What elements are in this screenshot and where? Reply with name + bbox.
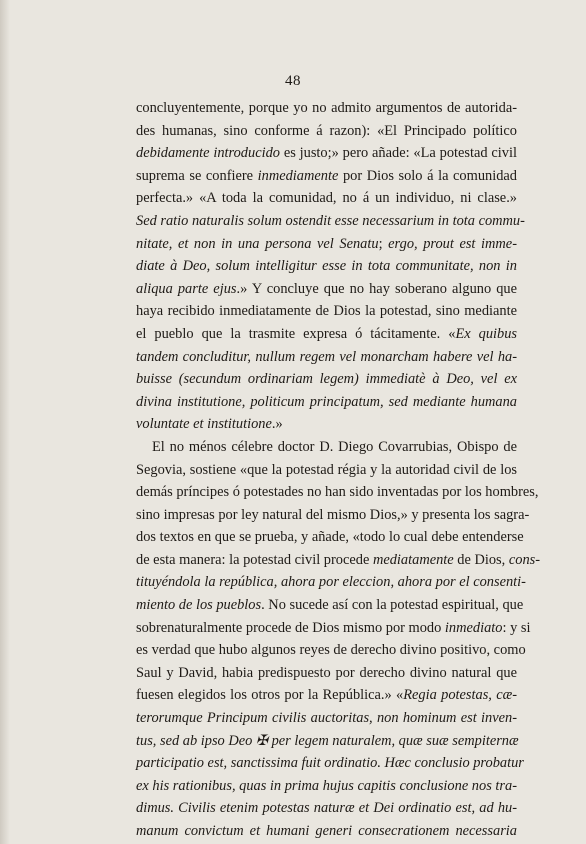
text-line	[136, 368, 517, 391]
text-line	[136, 346, 517, 369]
italic-text-segment: tus, sed ab ipso Deo ✠ per legem naturalem, quæ suæ sempiternæ	[136, 732, 519, 749]
text-line	[136, 730, 517, 753]
italic-text-segment: aliqua parte ejus	[136, 280, 237, 297]
italic-text-segment: miento de los pueblos	[136, 597, 262, 614]
text-line	[136, 97, 517, 120]
italic-text-segment: ergo, prout est imme-	[388, 235, 517, 252]
italic-text-segment: Ex quibus	[455, 325, 518, 342]
text-segment: dos textos en que se prueba, y añade, «todo lo cual debe entenderse	[136, 529, 524, 546]
italic-text-segment: debidamente introducido	[136, 145, 280, 162]
text-line	[136, 413, 517, 436]
text-line	[136, 504, 530, 527]
text-segment: haya recibido inmediatamente de Dios la potestad, sino mediante	[136, 303, 517, 320]
body-text	[136, 97, 541, 843]
text-segment: es verdad que hubo algunos reyes de derecho divino positivo, como	[136, 642, 526, 659]
italic-text-segment: voluntate et institutione	[136, 416, 272, 433]
italic-text-segment: manum convictum et humani generi consecrationem necessaria	[136, 823, 517, 839]
text-segment: . No sucede así con la potestad espiritual, que	[261, 597, 524, 614]
text-line	[136, 662, 517, 685]
italic-text-segment: Sed ratio naturalis solum ostendit esse necessarium in tota commu-	[136, 212, 525, 229]
italic-text-segment: mediatamente	[372, 551, 454, 568]
text-line	[136, 775, 517, 798]
text-segment: .» Y concluye que no hay soberano alguno que	[236, 280, 518, 297]
italic-text-segment: participatio est, sanctissima fuit ordinatio. Hæc conclusio probatur	[136, 755, 524, 772]
text-line	[136, 594, 524, 617]
text-segment: concluyentemente, porque yo no admito argumentos de autorida-	[136, 100, 517, 116]
text-segment: de esta manera: la potestad civil procede	[136, 551, 373, 568]
text-segment: .»	[271, 416, 283, 433]
text-segment: des humanas, sino conforme á razon): «El Principado político	[136, 122, 517, 139]
italic-text-segment: dimus. Civilis etenim potestas naturæ et Dei ordinatio est, ad hu-	[136, 800, 517, 817]
text-segment: de Dios,	[453, 551, 509, 568]
text-segment: sobrenaturalmente procede de Dios mismo por modo	[136, 619, 445, 636]
text-line	[136, 617, 531, 640]
text-segment: suprema se confiere	[136, 167, 258, 184]
italic-text-segment: Regia potestas, cæ-	[403, 687, 517, 704]
text-line	[136, 684, 517, 707]
text-line	[136, 797, 517, 820]
text-line	[136, 278, 517, 301]
text-line	[136, 481, 539, 504]
text-line	[136, 549, 541, 572]
text-line	[136, 639, 526, 662]
text-line	[136, 707, 517, 730]
italic-text-segment: ex his rationibus, quas in prima hujus capitis conclusione nos tra-	[136, 777, 517, 794]
text-segment: demás príncipes ó potestades no han sido inventadas por los hombres,	[136, 484, 539, 501]
text-line	[136, 571, 526, 594]
text-segment: el pueblo que la trasmite expresa ó tácitamente. «	[136, 325, 456, 342]
text-line	[136, 120, 517, 143]
italic-text-segment: terorumque Principum civilis auctoritas, non hominum est inven-	[136, 710, 517, 727]
text-segment: es justo;» pero añade: «La potestad civil	[279, 145, 517, 162]
italic-text-segment: nitate, et non in una persona vel Senatu	[136, 235, 379, 252]
text-segment: Segovia, sostiene «que la potestad régia y la autoridad civil de los	[136, 461, 517, 478]
text-line	[136, 526, 524, 549]
text-line	[136, 323, 517, 346]
page-number: 48	[285, 73, 301, 89]
italic-text-segment: inmediamente	[257, 167, 339, 184]
text-line	[136, 459, 517, 482]
text-segment: por Dios solo á la comunidad	[338, 167, 517, 184]
text-segment: fuesen elegidos los otros por la República.» «	[136, 687, 404, 704]
italic-text-segment: inmediato	[444, 619, 503, 636]
text-line	[136, 210, 525, 233]
italic-text-segment: tituyéndola la república, ahora por eleccion, ahora por el consenti-	[136, 574, 526, 591]
italic-text-segment: tandem concluditur, nullum regem vel monarcham habere vel ha-	[136, 348, 517, 365]
text-line	[136, 300, 517, 323]
text-segment: perfecta.» «A toda la comunidad, no á un individuo, ni clase.»	[136, 190, 517, 207]
italic-text-segment: diate à Deo, solum intelligitur esse in tota communitate, non in	[136, 258, 517, 275]
text-line	[136, 391, 517, 414]
text-segment: : y si	[502, 619, 531, 636]
italic-text-segment: divina institutione, politicum principatum, sed mediante humana	[136, 393, 517, 410]
text-segment: El no ménos célebre doctor D. Diego Covarrubias, Obispo de	[152, 438, 517, 455]
italic-text-segment: cons-	[508, 551, 541, 568]
text-segment: sino impresas por ley natural del mismo Dios,» y presenta los sagra-	[136, 506, 530, 523]
text-line	[136, 233, 517, 256]
text-line	[136, 752, 524, 775]
text-line	[136, 187, 517, 210]
text-line	[136, 820, 517, 843]
text-segment: ;	[378, 235, 389, 252]
italic-text-segment: buisse (secundum ordinariam legem) immediatè à Deo, vel ex	[136, 371, 517, 388]
text-line	[136, 165, 517, 188]
text-segment: Saul y David, habia predispuesto por derecho divino natural que	[136, 664, 517, 681]
text-line	[136, 436, 517, 459]
page-edge-shadow	[0, 0, 10, 844]
text-line	[136, 255, 517, 278]
text-line	[136, 142, 517, 165]
